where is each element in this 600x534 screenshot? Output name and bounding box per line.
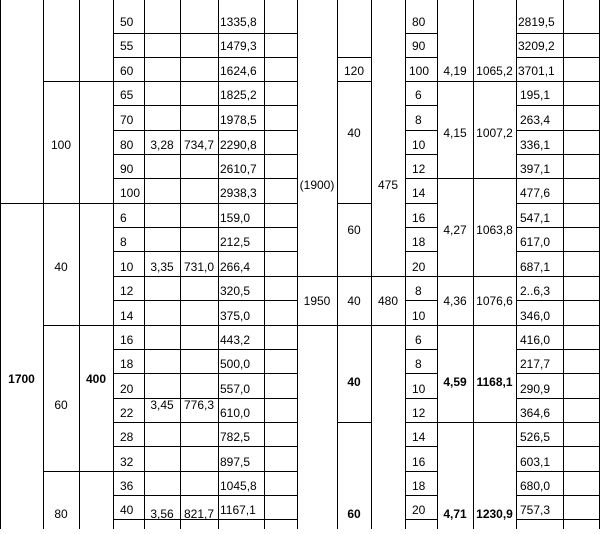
weight-value: 195,1 bbox=[520, 88, 551, 102]
subgroup-value: 60 bbox=[347, 223, 361, 237]
coefficient: 4,59 bbox=[443, 375, 467, 389]
weight-value: 1167,1 bbox=[220, 503, 256, 517]
weight-value: 757,3 bbox=[520, 503, 551, 517]
size-value: 20 bbox=[412, 503, 426, 517]
weight-value: 610,0 bbox=[220, 406, 251, 420]
size-value: 18 bbox=[412, 479, 426, 493]
weight-value: 500,0 bbox=[220, 357, 251, 371]
size-value: 10 bbox=[120, 260, 134, 274]
subgroup-value: 40 bbox=[347, 294, 361, 308]
subgroup-value: 60 bbox=[347, 507, 361, 521]
coefficient: 4,27 bbox=[443, 223, 467, 237]
size-value: 12 bbox=[120, 284, 134, 298]
weight-value: 443,2 bbox=[220, 333, 251, 347]
weight-value: 336,1 bbox=[520, 138, 551, 152]
weight-value: 557,0 bbox=[220, 382, 251, 396]
weight-value: 687,1 bbox=[520, 260, 551, 274]
mass-value: 1063,8 bbox=[476, 223, 513, 237]
subgroup-value: 120 bbox=[343, 64, 365, 78]
weight-value: 263,4 bbox=[520, 113, 551, 127]
weight-value: 2290,8 bbox=[220, 138, 257, 152]
height-value: 480 bbox=[377, 294, 399, 308]
subgroup-value: 100 bbox=[50, 138, 72, 152]
size-value: 80 bbox=[120, 138, 134, 152]
size-value: 10 bbox=[412, 309, 426, 323]
size-value: 14 bbox=[412, 430, 426, 444]
weight-value: 266,4 bbox=[220, 260, 251, 274]
weight-value: 477,6 bbox=[520, 186, 551, 200]
size-value: 90 bbox=[412, 39, 426, 53]
weight-value: 397,1 bbox=[520, 162, 551, 176]
weight-value: 364,6 bbox=[520, 406, 551, 420]
size-value: 8 bbox=[415, 357, 422, 371]
mass-value: 734,7 bbox=[183, 138, 215, 152]
mass-value: 1230,9 bbox=[476, 507, 513, 521]
weight-value: 212,5 bbox=[220, 235, 251, 249]
size-value: 28 bbox=[120, 430, 134, 444]
coefficient: 3,35 bbox=[150, 260, 174, 274]
weight-value: 217,7 bbox=[520, 357, 551, 371]
mass-value: 821,7 bbox=[183, 507, 215, 521]
size-value: 50 bbox=[120, 15, 134, 29]
weight-value: 159,0 bbox=[220, 211, 251, 225]
weight-value: 416,0 bbox=[520, 333, 551, 347]
coefficient: 3,28 bbox=[150, 138, 174, 152]
coefficient: 4,15 bbox=[443, 126, 467, 140]
coefficient: 3,56 bbox=[150, 507, 174, 521]
weight-value: 3209,2 bbox=[518, 39, 555, 53]
size-value: 16 bbox=[412, 455, 426, 469]
size-value: 20 bbox=[412, 260, 426, 274]
group-value: (1900) bbox=[299, 178, 335, 192]
mass-value: 1168,1 bbox=[476, 375, 513, 389]
weight-value: 2938,3 bbox=[220, 186, 257, 200]
weight-value: 1978,5 bbox=[220, 113, 257, 127]
size-value: 6 bbox=[415, 88, 422, 102]
coefficient: 3,45 bbox=[150, 398, 174, 412]
size-value: 90 bbox=[120, 162, 134, 176]
group-value: 1950 bbox=[303, 294, 331, 308]
size-value: 65 bbox=[120, 88, 134, 102]
size-value: 12 bbox=[412, 406, 426, 420]
mass-value: 731,0 bbox=[183, 260, 215, 274]
size-value: 100 bbox=[120, 186, 141, 200]
weight-value: 320,5 bbox=[220, 284, 251, 298]
weight-value: 1825,2 bbox=[220, 88, 257, 102]
coefficient: 4,71 bbox=[443, 507, 467, 521]
coefficient: 4,19 bbox=[443, 64, 467, 78]
weight-value: 375,0 bbox=[220, 309, 251, 323]
size-value: 8 bbox=[415, 113, 422, 127]
weight-value: 547,1 bbox=[520, 211, 551, 225]
weight-value: 2610,7 bbox=[220, 162, 257, 176]
size-value: 12 bbox=[412, 162, 426, 176]
size-value: 8 bbox=[415, 284, 422, 298]
weight-value: 2..6,3 bbox=[520, 284, 551, 298]
subgroup-value: 60 bbox=[54, 398, 68, 412]
weight-value: 346,0 bbox=[520, 309, 551, 323]
size-value: 32 bbox=[120, 455, 134, 469]
weight-value: 897,5 bbox=[220, 455, 251, 469]
weight-value: 526,5 bbox=[520, 430, 551, 444]
size-value: 20 bbox=[120, 382, 134, 396]
weight-value: 290,9 bbox=[520, 382, 551, 396]
size-value: 14 bbox=[120, 309, 134, 323]
size-value: 18 bbox=[120, 357, 134, 371]
weight-value: 3701,1 bbox=[518, 64, 555, 78]
mass-value: 1076,6 bbox=[476, 294, 513, 308]
size-value: 36 bbox=[120, 479, 134, 493]
weight-value: 1045,8 bbox=[220, 479, 257, 493]
size-value: 55 bbox=[120, 39, 134, 53]
weight-value: 782,5 bbox=[220, 430, 251, 444]
mass-value: 1007,2 bbox=[476, 126, 513, 140]
weight-value: 1479,3 bbox=[220, 39, 257, 53]
subgroup-value: 40 bbox=[347, 126, 361, 140]
subgroup-value: 80 bbox=[54, 507, 68, 521]
size-value: 22 bbox=[120, 406, 134, 420]
size-value: 70 bbox=[120, 113, 134, 127]
size-value: 6 bbox=[415, 333, 422, 347]
subgroup-value: 40 bbox=[54, 260, 68, 274]
size-value: 60 bbox=[120, 64, 134, 78]
size-value: 80 bbox=[412, 15, 426, 29]
size-value: 10 bbox=[412, 138, 426, 152]
weight-value: 617,0 bbox=[520, 235, 551, 249]
size-value: 18 bbox=[412, 235, 426, 249]
weight-value: 2819,5 bbox=[518, 15, 555, 29]
size-value: 14 bbox=[412, 186, 426, 200]
size-value: 16 bbox=[120, 333, 134, 347]
size-value: 6 bbox=[120, 211, 127, 225]
size-value: 10 bbox=[412, 382, 426, 396]
weight-value: 1624,6 bbox=[220, 64, 257, 78]
weight-value: 1335,8 bbox=[220, 15, 257, 29]
mass-value: 776,3 bbox=[183, 398, 215, 412]
size-value: 40 bbox=[120, 503, 134, 517]
height-value: 475 bbox=[377, 178, 399, 192]
coefficient: 4,36 bbox=[443, 294, 467, 308]
subgroup-value: 40 bbox=[347, 375, 361, 389]
weight-value: 603,1 bbox=[520, 455, 551, 469]
size-value: 100 bbox=[409, 64, 430, 78]
mass-value: 1065,2 bbox=[476, 64, 513, 78]
group-value: 400 bbox=[85, 372, 107, 386]
size-value: 16 bbox=[412, 211, 426, 225]
size-value: 8 bbox=[120, 235, 127, 249]
group-value: 1700 bbox=[8, 372, 35, 386]
weight-value: 680,0 bbox=[520, 479, 551, 493]
